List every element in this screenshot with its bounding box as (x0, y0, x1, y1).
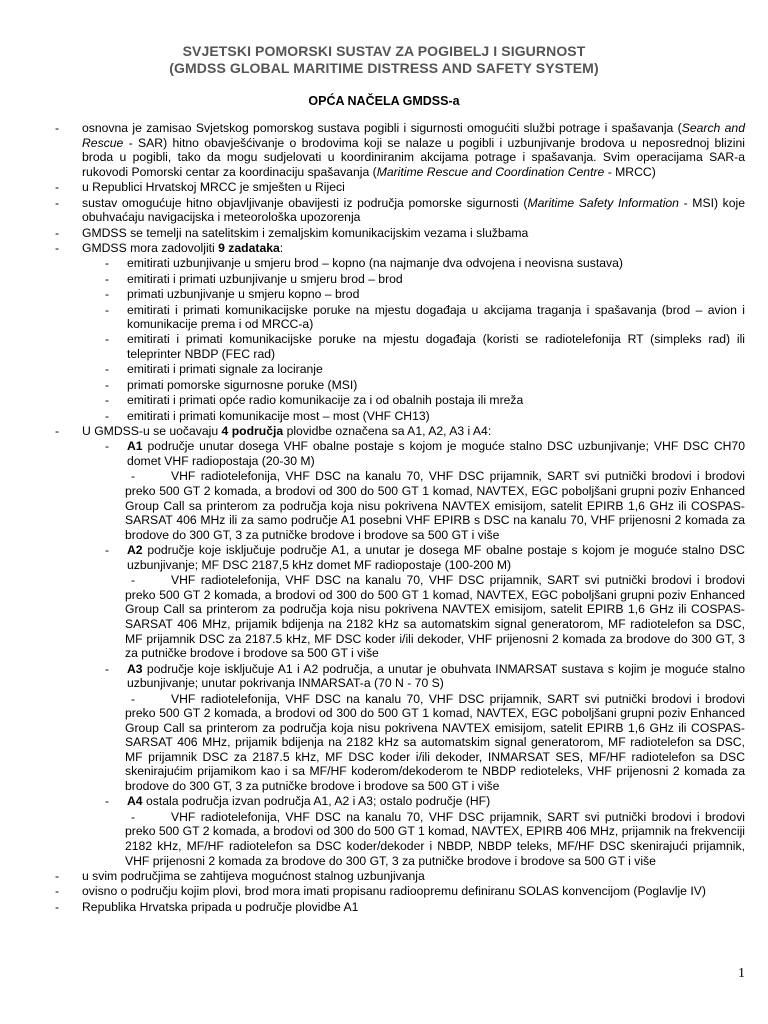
list-item-text: sustav omogućuje hitno objavljivanje obavijesti iz područja pomorske sigurnosti (Maritime Safety Information - MSI) koje obuhvaćaju navigacijska i meteorološka upozorenja (82, 195, 746, 225)
bullet-dash: - (131, 691, 136, 706)
list-item (40, 332, 745, 361)
list-item (40, 362, 745, 377)
title-line-2: (GMDSS GLOBAL MARITIME DISTRESS AND SAFETY SYSTEM) (169, 60, 599, 76)
bullet-dash: - (105, 393, 110, 408)
list-item (40, 121, 745, 179)
bullet-dash: - (55, 884, 60, 899)
list-item-text: u Republici Hrvatskoj MRCC je smješten u Rijeci (82, 180, 345, 195)
list-item-text: emitirati i primati komunikacijske poruke na mjestu događaja (koristi se radiotelefonija RT (simpleks rad) ili teleprinter NBDP (FEC rad) (127, 332, 745, 362)
list-item (40, 409, 745, 424)
bullet-dash: - (131, 809, 136, 824)
list-item (40, 469, 745, 542)
list-item (40, 692, 745, 794)
bullet-dash: - (55, 899, 60, 914)
list-item (40, 226, 745, 241)
list-item-text: GMDSS mora zadovoljiti 9 zadataka: (82, 240, 284, 255)
list-item (40, 543, 745, 572)
list-item (40, 794, 745, 809)
list-item (40, 180, 745, 195)
bullet-dash: - (105, 661, 110, 676)
bullet-dash: - (105, 287, 110, 302)
list-item-text: VHF radiotelefonija, VHF DSC na kanalu 70, VHF DSC prijamnik, SART svi putnički brodovi i brodovi preko 500 GT 2 komada, a brodovi od 300 do 500 GT 1 komad, NAVTEX, EGC poboljšani grupni poziv Enhanced Group Call sa printerom za područja koja nisu pokrivena NAVTEX emisijom, satelit EPIRB 1,6 GHz ili COSPAS-SARSAT 406 MHz, prijamik bdijenja na 2182 kHz sa automatskim signal generatorom, MF radiotelefon sa DSC, MF prijamnik DSC za 2187.5 kHz, MF DSC koder i/ili dekoder, VHF prijenosni 2 komada za brodove do 300 GT, 3 za putničke brodove i brodove sa 500 GT i više (125, 573, 745, 661)
list-item-text: GMDSS se temelji na satelitskim i zemaljskim komunikacijskim vezama i službama (82, 225, 529, 240)
bullet-dash: - (55, 869, 60, 884)
bullet-dash: - (55, 180, 60, 195)
list-item (40, 900, 745, 915)
bullet-dash: - (55, 195, 60, 210)
list-item-text: emitirati i primati opće radio komunikacije za i od obalnih postaja ili mreža (127, 393, 524, 408)
list-item (40, 439, 745, 468)
list-item-text: A2 područje koje isključuje područje A1, a unutar je dosega MF obalne postaje s kojom je moguće stalno DSC uzbunjivanje; MF DSC 2187,5 kHz domet MF radiopostaje (100-200 M) (127, 543, 745, 572)
list-item (40, 573, 745, 661)
bullet-dash: - (105, 543, 110, 558)
section-heading: OPĆA NAČELA GMDSS-a (308, 94, 460, 108)
bullet-dash: - (105, 256, 110, 271)
list-item (40, 810, 745, 868)
list-item (40, 378, 745, 393)
bullet-dash: - (105, 332, 110, 347)
list-item (40, 303, 745, 332)
bullet-dash: - (105, 271, 110, 286)
bullet-dash: - (55, 424, 60, 439)
list-item-text: primati uzbunjivanje u smjeru kopno – brod (127, 287, 360, 302)
bullet-dash: - (55, 240, 60, 255)
list-item-text: primati pomorske sigurnosne poruke (MSI) (127, 377, 358, 392)
list-item-text: VHF radiotelefonija, VHF DSC na kanalu 70, VHF DSC prijamnik, SART svi putnički brodovi i brodovi preko 500 GT 2 komada, a brodovi od 300 do 500 GT 1 komad, NAVTEX, EGC poboljšani grupni poziv Enhanced Group Call sa printerom za područja koja nisu pokrivena NAVTEX emisijom, satelit EPIRB 1,6 GHz ili COSPAS-SARSAT 406 MHz, prijamik bdijenja na 2182 kHz sa automatskim signal generatorom, MF radiotelefon sa DSC, MF prijamnik DSC za 2187.5 kHz, MF DSC koder i/ili dekoder, INMARSAT SES, MF/HF radiotelefon sa DSC skenirajućim prijamikom kao i sa MF/HF koderom/dekoderom te NBDP redioteleks, VHF prijenosni 2 komada za brodove do 300 GT, 3 za putničke brodove i brodove sa 500 GT i više (125, 691, 745, 794)
bullet-dash: - (55, 225, 60, 240)
list-item (40, 424, 745, 439)
bullet-dash: - (131, 469, 136, 484)
list-item (40, 196, 745, 225)
list-item (40, 287, 745, 302)
bullet-dash: - (105, 302, 110, 317)
list-item (40, 272, 745, 287)
bullet-dash: - (55, 121, 60, 135)
list-item (40, 256, 745, 271)
bullet-dash: - (105, 794, 110, 809)
list-item-text: emitirati i primati komunikacijske poruke na mjestu događaja u akcijama traganja i spašavanja (brod – avion i komunikacije prema i od MRCC-a) (127, 302, 745, 332)
list-item-text: U GMDSS-u se uočavaju 4 područja plovidbe označena sa A1, A2, A3 i A4: (82, 424, 492, 439)
list-item-text: VHF radiotelefonija, VHF DSC na kanalu 70, VHF DSC prijamnik, SART svi putnički brodovi i brodovi preko 500 GT 2 komada, a brodovi od 300 do 500 GT 1 komad, NAVTEX, EPIRB 406 MHz, prijamnik na frekvenciji 2182 kHz, MF/HF radiotelefon sa DSC koder/dekoder i NBDP, NBDP teleks, MF/HF DSC skenirajući prijamnik, VHF prijenosni 2 komada za brodove do 300 GT, 3 za putničke brodove i brodove sa 500 GT i više (125, 809, 745, 868)
bullet-dash: - (105, 439, 110, 454)
list-item-text: osnovna je zamisao Svjetskog pomorskog sustava pogibli i sigurnosti omogućiti službi potrage i spašavanja (Search and Rescue - SAR) hitno obavješćivanje o brodovima koji se nalaze u pogibli i uzbunjivanje brodova u neposrednoj blizini broda u pogibli, tako da mogu sudjelovati u koordiniranim akcijama potrage i spašavanja. Svim operacijama SAR-a rukovodi Pomorski centar za koordinaciju spašavanja (Maritime Rescue and Coordination Centre - MRCC) (82, 121, 745, 179)
list-item (40, 393, 745, 408)
list-item-text: A3 područje koje isključuje A1 i A2 područja, a unutar je obuhvata INMARSAT sustava s kojim je moguće stalno uzbunjivanje; unutar pokrivanja INMARSAT-a (70 N - 70 S) (127, 661, 745, 691)
list-item-text: A1 područje unutar dosega VHF obalne postaje s kojom je moguće stalno DSC uzbunjivanje; VHF DSC CH70 domet VHF radiopostaja (20-30 M) (127, 439, 745, 469)
list-item-text: emitirati i primati komunikacije most – most (VHF CH13) (127, 408, 430, 423)
bullet-dash: - (131, 573, 136, 588)
list-item-text: Republika Hrvatska pripada u područje plovidbe A1 (82, 899, 359, 914)
page-number: 1 (738, 966, 745, 981)
list-item-text: A4 ostala područja izvan područja A1, A2 i A3; ostalo područje (HF) (127, 794, 491, 809)
list-item-text: VHF radiotelefonija, VHF DSC na kanalu 70, VHF DSC prijamnik, SART svi putnički brodovi i brodovi preko 500 GT 2 komada, a brodovi od 300 do 500 GT 1 komad, NAVTEX, EGC poboljšani grupni poziv Enhanced Group Call sa printerom za područja koja nisu pokrivena NAVTEX emisijom, satelit EPIRB 1,6 GHz ili COSPAS-SARSAT 406 MHz ili za samo područje A1 posebni VHF EPIRB s DSC na kanalu 70, VHF prijenosni 2 komada za brodove do 300 GT, 3 za putničke brodove i brodove sa 500 GT i više (125, 469, 745, 542)
list-item-text: emitirati uzbunjivanje u smjeru brod – kopno (na najmanje dva odvojena i neovisna sustava) (127, 256, 623, 271)
bullet-dash: - (105, 408, 110, 423)
list-item (40, 241, 745, 256)
list-item-text: emitirati i primati signale za lociranje (127, 362, 323, 377)
title-line-1: SVJETSKI POMORSKI SUSTAV ZA POGIBELJ I SIGURNOST (182, 43, 586, 59)
list-item-text: emitirati i primati uzbunjivanje u smjeru brod – brod (127, 271, 403, 286)
list-item (40, 869, 745, 884)
bullet-dash: - (105, 377, 110, 392)
list-item (40, 662, 745, 691)
bullet-dash: - (105, 362, 110, 377)
bullet-list (40, 121, 745, 915)
list-item (40, 884, 745, 899)
list-item-text: ovisno o području kojim plovi, brod mora imati propisanu radioopremu definiranu SOLAS konvencijom (Poglavlje IV) (82, 884, 706, 899)
list-item-text: u svim područjima se zahtijeva mogućnost stalnog uzbunjivanja (82, 869, 425, 884)
